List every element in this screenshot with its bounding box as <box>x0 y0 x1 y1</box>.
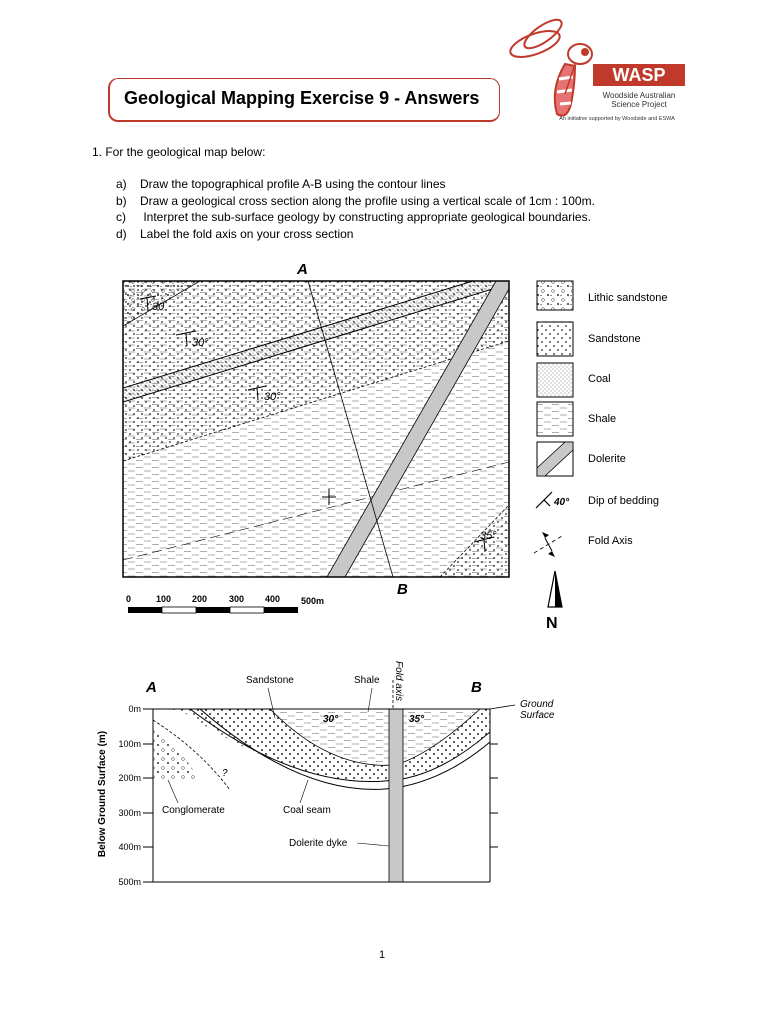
legend-label: Sandstone <box>588 333 641 345</box>
uncertain-marker: ? <box>222 768 228 779</box>
fold-axis-icon <box>534 532 562 557</box>
sandstone-swatch <box>537 322 573 356</box>
dip-label: 30 <box>152 301 165 313</box>
wasp-mascot-icon <box>507 15 592 116</box>
coal-seam-label: Coal seam <box>283 805 331 816</box>
geological-map <box>0 255 768 635</box>
legend-label: Fold Axis <box>588 535 633 547</box>
depth-tick: 200m <box>118 773 141 783</box>
question-item-c <box>116 210 591 224</box>
item-text: Label the fold axis on your cross section <box>140 227 354 241</box>
legend-label: Dolerite <box>588 453 626 465</box>
item-text: Draw the topographical profile A-B using the contour lines <box>140 177 446 191</box>
scale-tick: 400 <box>265 594 281 604</box>
sandstone-label: Sandstone <box>246 675 294 686</box>
depth-tick: 0m <box>128 704 141 714</box>
dip-bedding-icon <box>536 492 552 508</box>
coal-swatch <box>537 363 573 397</box>
item-label: a) <box>116 177 127 191</box>
dip-right-label: 35° <box>409 714 425 725</box>
y-axis-label: Below Ground Surface (m) <box>97 730 108 858</box>
question-heading: 1. For the geological map below: <box>92 145 266 159</box>
ground-surface-label: Ground <box>520 699 554 710</box>
shale-label: Shale <box>354 675 380 686</box>
lithic-sandstone-swatch <box>537 281 573 310</box>
scale-bar <box>126 594 324 613</box>
scale-tick: 0 <box>126 594 132 604</box>
scale-tick: 200 <box>192 594 208 604</box>
dip-label: 35° <box>480 530 497 542</box>
item-text: Interpret the sub-surface geology by constructing appropriate geological boundaries. <box>140 210 591 224</box>
north-arrow-icon <box>546 571 562 632</box>
item-label: d) <box>116 227 127 241</box>
scale-tick: 100 <box>156 594 172 604</box>
depth-tick: 100m <box>118 739 141 749</box>
cross-section <box>0 655 768 900</box>
wasp-logo <box>505 14 705 124</box>
legend-label: Dip of bedding <box>588 495 659 507</box>
page-title: Geological Mapping Exercise 9 - Answers <box>124 88 480 108</box>
shale-swatch <box>537 402 573 436</box>
legend-item <box>534 532 633 557</box>
legend <box>534 281 668 557</box>
north-label: N <box>546 615 558 632</box>
map-units <box>123 270 509 577</box>
depth-tick: 400m <box>118 842 141 852</box>
legend-item <box>537 281 668 310</box>
map-label-b: B <box>397 581 408 598</box>
dolerite-dyke-section <box>389 709 403 882</box>
conglomerate-label: Conglomerate <box>162 805 225 816</box>
logo-subtitle-1: Woodside Australian <box>602 91 676 100</box>
dolerite-dyke-label: Dolerite dyke <box>289 838 348 849</box>
legend-label: Coal <box>588 373 611 385</box>
dip-label: 30° <box>192 337 209 349</box>
legend-item <box>537 442 626 476</box>
fold-axis-label: Fold axis <box>393 661 404 702</box>
dip-left-label: 30° <box>323 714 339 725</box>
depth-tick: 500m <box>118 877 141 887</box>
map-label-a: A <box>297 261 308 278</box>
section-units <box>153 709 490 882</box>
ground-surface-label: Surface <box>520 710 555 721</box>
legend-item <box>537 363 611 397</box>
legend-item <box>537 402 616 436</box>
logo-tagline: An initiative supported by Woodside and ESWA <box>559 116 675 122</box>
logo-text: WASP <box>612 65 666 85</box>
page-number: 1 <box>379 949 386 961</box>
legend-label: Lithic sandstone <box>588 292 668 304</box>
item-label: b) <box>116 194 127 208</box>
section-label-a: A <box>146 679 157 696</box>
dip-label: 30° <box>264 391 281 403</box>
question-item-b <box>116 194 595 208</box>
item-label: c) <box>116 210 126 224</box>
question-item-d <box>116 227 353 241</box>
question-item-a <box>116 177 446 191</box>
item-text: Draw a geological cross section along the profile using a vertical scale of 1cm : 100m. <box>140 194 595 208</box>
section-label-b: B <box>471 679 482 696</box>
scale-tick: 300 <box>229 594 245 604</box>
depth-tick: 300m <box>118 808 141 818</box>
logo-subtitle-2: Science Project <box>611 100 667 109</box>
legend-item <box>536 492 659 508</box>
legend-dip-value: 40° <box>554 497 570 508</box>
legend-label: Shale <box>588 413 617 425</box>
scale-tick: 500m <box>301 596 325 606</box>
legend-item <box>537 322 641 356</box>
